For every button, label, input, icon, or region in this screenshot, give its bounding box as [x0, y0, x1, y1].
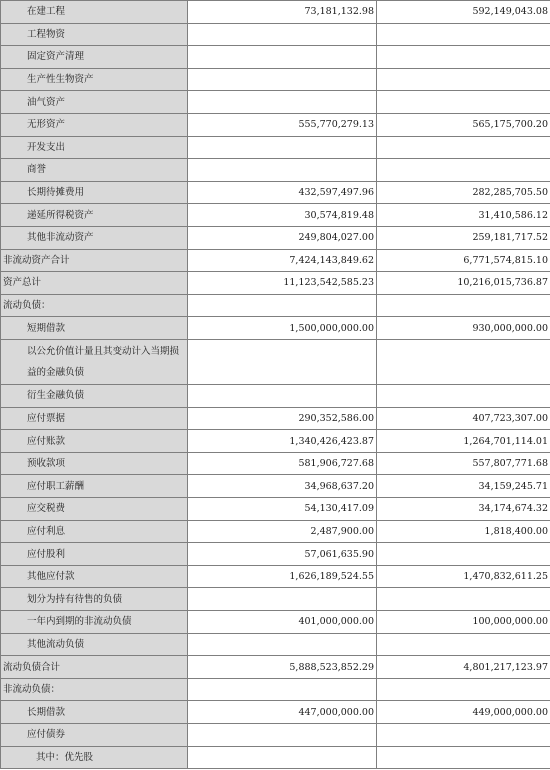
table-row — [1, 475, 550, 498]
table-row — [1, 68, 550, 91]
table-row — [1, 565, 550, 588]
period-begin-value: 1,470,832,611.25 — [377, 565, 550, 588]
table-row — [1, 249, 550, 272]
period-end-value: 7,424,143,849.62 — [188, 249, 377, 272]
table-row — [1, 633, 550, 656]
row-label: 开发支出 — [1, 136, 188, 159]
period-end-value: 11,123,542,585.23 — [188, 272, 377, 295]
table-row — [1, 339, 550, 384]
period-end-value: 34,968,637.20 — [188, 475, 377, 498]
period-end-value: 54,130,417.09 — [188, 498, 377, 521]
table-body — [1, 1, 550, 769]
period-begin-value — [377, 678, 550, 701]
table-row — [1, 498, 550, 521]
table-row — [1, 746, 550, 769]
table-row — [1, 1, 550, 24]
row-label: 工程物资 — [1, 23, 188, 46]
row-label: 资产总计 — [1, 272, 188, 295]
row-label: 商誉 — [1, 159, 188, 182]
period-begin-value: 592,149,043.08 — [377, 1, 550, 24]
period-begin-value — [377, 339, 550, 384]
table-row — [1, 678, 550, 701]
period-begin-value — [377, 23, 550, 46]
period-end-value: 2,487,900.00 — [188, 520, 377, 543]
period-begin-value: 100,000,000.00 — [377, 611, 550, 634]
row-label: 在建工程 — [1, 1, 188, 24]
table-row — [1, 701, 550, 724]
row-label: 应交税费 — [1, 498, 188, 521]
period-begin-value: 34,159,245.71 — [377, 475, 550, 498]
period-begin-value — [377, 68, 550, 91]
period-begin-value: 1,818,400.00 — [377, 520, 550, 543]
period-end-value: 1,340,426,423.87 — [188, 430, 377, 453]
row-label: 衍生金融负债 — [1, 385, 188, 408]
table-row — [1, 385, 550, 408]
row-label: 长期借款 — [1, 701, 188, 724]
period-begin-value: 282,285,705.50 — [377, 181, 550, 204]
period-begin-value — [377, 543, 550, 566]
row-label: 非流动资产合计 — [1, 249, 188, 272]
period-end-value: 73,181,132.98 — [188, 1, 377, 24]
row-label: 油气资产 — [1, 91, 188, 114]
period-begin-value: 31,410,586.12 — [377, 204, 550, 227]
period-begin-value: 4,801,217,123.97 — [377, 656, 550, 679]
row-label: 无形资产 — [1, 113, 188, 136]
table-row — [1, 430, 550, 453]
period-end-value: 447,000,000.00 — [188, 701, 377, 724]
row-label: 应付账款 — [1, 430, 188, 453]
period-end-value — [188, 159, 377, 182]
period-begin-value: 259,181,717.52 — [377, 226, 550, 249]
table-row — [1, 611, 550, 634]
period-begin-value — [377, 724, 550, 747]
period-end-value — [188, 23, 377, 46]
row-label: 非流动负债： — [1, 678, 188, 701]
period-begin-value — [377, 746, 550, 769]
table-row — [1, 91, 550, 114]
period-end-value — [188, 678, 377, 701]
row-label: 应付票据 — [1, 407, 188, 430]
table-row — [1, 46, 550, 69]
table-row — [1, 520, 550, 543]
period-end-value — [188, 385, 377, 408]
row-label: 固定资产清理 — [1, 46, 188, 69]
period-end-value — [188, 633, 377, 656]
row-label: 流动负债： — [1, 294, 188, 317]
period-begin-value — [377, 136, 550, 159]
period-end-value — [188, 91, 377, 114]
period-end-value — [188, 339, 377, 384]
table-row — [1, 407, 550, 430]
row-label: 应付职工薪酬 — [1, 475, 188, 498]
row-label: 长期待摊费用 — [1, 181, 188, 204]
period-end-value — [188, 46, 377, 69]
period-end-value — [188, 746, 377, 769]
table-row — [1, 656, 550, 679]
period-begin-value — [377, 385, 550, 408]
period-end-value — [188, 136, 377, 159]
table-row — [1, 272, 550, 295]
row-label: 应付利息 — [1, 520, 188, 543]
table-row — [1, 294, 550, 317]
period-end-value: 432,597,497.96 — [188, 181, 377, 204]
row-label: 一年内到期的非流动负债 — [1, 611, 188, 634]
table-row — [1, 724, 550, 747]
period-begin-value — [377, 588, 550, 611]
table-row — [1, 23, 550, 46]
row-label: 流动负债合计 — [1, 656, 188, 679]
period-end-value: 555,770,279.13 — [188, 113, 377, 136]
table-row — [1, 543, 550, 566]
table-row — [1, 113, 550, 136]
table-row — [1, 588, 550, 611]
period-begin-value — [377, 46, 550, 69]
period-end-value: 249,804,027.00 — [188, 226, 377, 249]
period-end-value: 5,888,523,852.29 — [188, 656, 377, 679]
period-end-value: 401,000,000.00 — [188, 611, 377, 634]
table-row — [1, 317, 550, 340]
table-row — [1, 181, 550, 204]
row-label: 其中：优先股 — [1, 746, 188, 769]
period-begin-value — [377, 633, 550, 656]
table-row — [1, 204, 550, 227]
period-begin-value — [377, 159, 550, 182]
row-label: 其他流动负债 — [1, 633, 188, 656]
period-end-value — [188, 294, 377, 317]
table-row — [1, 226, 550, 249]
period-begin-value — [377, 91, 550, 114]
row-label: 应付债券 — [1, 724, 188, 747]
period-begin-value: 10,216,015,736.87 — [377, 272, 550, 295]
row-label: 其他应付款 — [1, 565, 188, 588]
period-end-value: 290,352,586.00 — [188, 407, 377, 430]
table-row — [1, 159, 550, 182]
row-label: 递延所得税资产 — [1, 204, 188, 227]
period-begin-value — [377, 294, 550, 317]
period-begin-value: 34,174,674.32 — [377, 498, 550, 521]
period-end-value — [188, 588, 377, 611]
period-end-value: 30,574,819.48 — [188, 204, 377, 227]
period-end-value: 1,626,189,524.55 — [188, 565, 377, 588]
row-label: 预收款项 — [1, 452, 188, 475]
period-begin-value: 449,000,000.00 — [377, 701, 550, 724]
period-begin-value: 557,807,771.68 — [377, 452, 550, 475]
table-row — [1, 452, 550, 475]
period-end-value: 57,061,635.90 — [188, 543, 377, 566]
row-label: 划分为持有待售的负债 — [1, 588, 188, 611]
row-label: 短期借款 — [1, 317, 188, 340]
period-end-value — [188, 68, 377, 91]
row-label: 应付股利 — [1, 543, 188, 566]
period-begin-value: 6,771,574,815.10 — [377, 249, 550, 272]
row-label: 以公允价值计量且其变动计入当期损益的金融负债 — [1, 339, 188, 384]
period-begin-value: 565,175,700.20 — [377, 113, 550, 136]
table-row — [1, 136, 550, 159]
period-begin-value: 407,723,307.00 — [377, 407, 550, 430]
period-end-value: 1,500,000,000.00 — [188, 317, 377, 340]
period-end-value: 581,906,727.68 — [188, 452, 377, 475]
row-label: 其他非流动资产 — [1, 226, 188, 249]
period-end-value — [188, 724, 377, 747]
row-label: 生产性生物资产 — [1, 68, 188, 91]
period-begin-value: 1,264,701,114.01 — [377, 430, 550, 453]
period-begin-value: 930,000,000.00 — [377, 317, 550, 340]
